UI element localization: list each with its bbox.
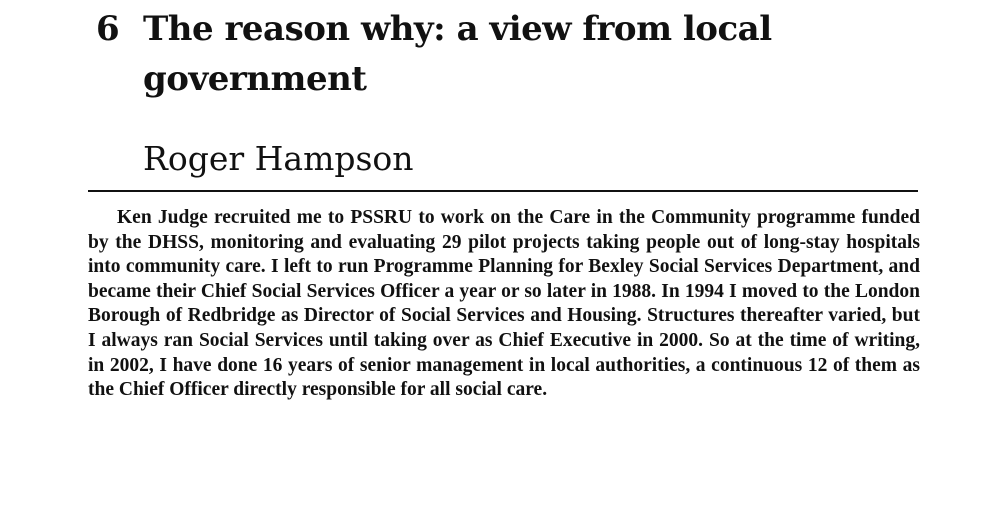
body-paragraph: Ken Judge recruited me to PSSRU to work on the Care in the Community programme funded by the DHSS, monitoring and evaluating 29 pilot projects taking people out of long-stay hospitals into community care. I left to run Programme Planning for Bexley Social Services Department, and became their Chief Social Services Officer a year or so later in 1988. In 1994 I moved to the London Borough of Redbridge as Director of Social Services and Housing. Structures thereafter varied, but I always ran Social Services until taking over as Chief Executive in 2000. So at the time of writing, in 2002, I have done 16 years of senior management in local authorities, a continuous 12 of them as the Chief Officer directly responsible for all social care. bbox=[88, 207, 920, 401]
chapter-number: 6 bbox=[96, 9, 120, 49]
title-divider bbox=[88, 190, 918, 192]
chapter-title: The reason why: a view from local government bbox=[143, 9, 772, 99]
chapter-author: Roger Hampson bbox=[143, 139, 414, 178]
